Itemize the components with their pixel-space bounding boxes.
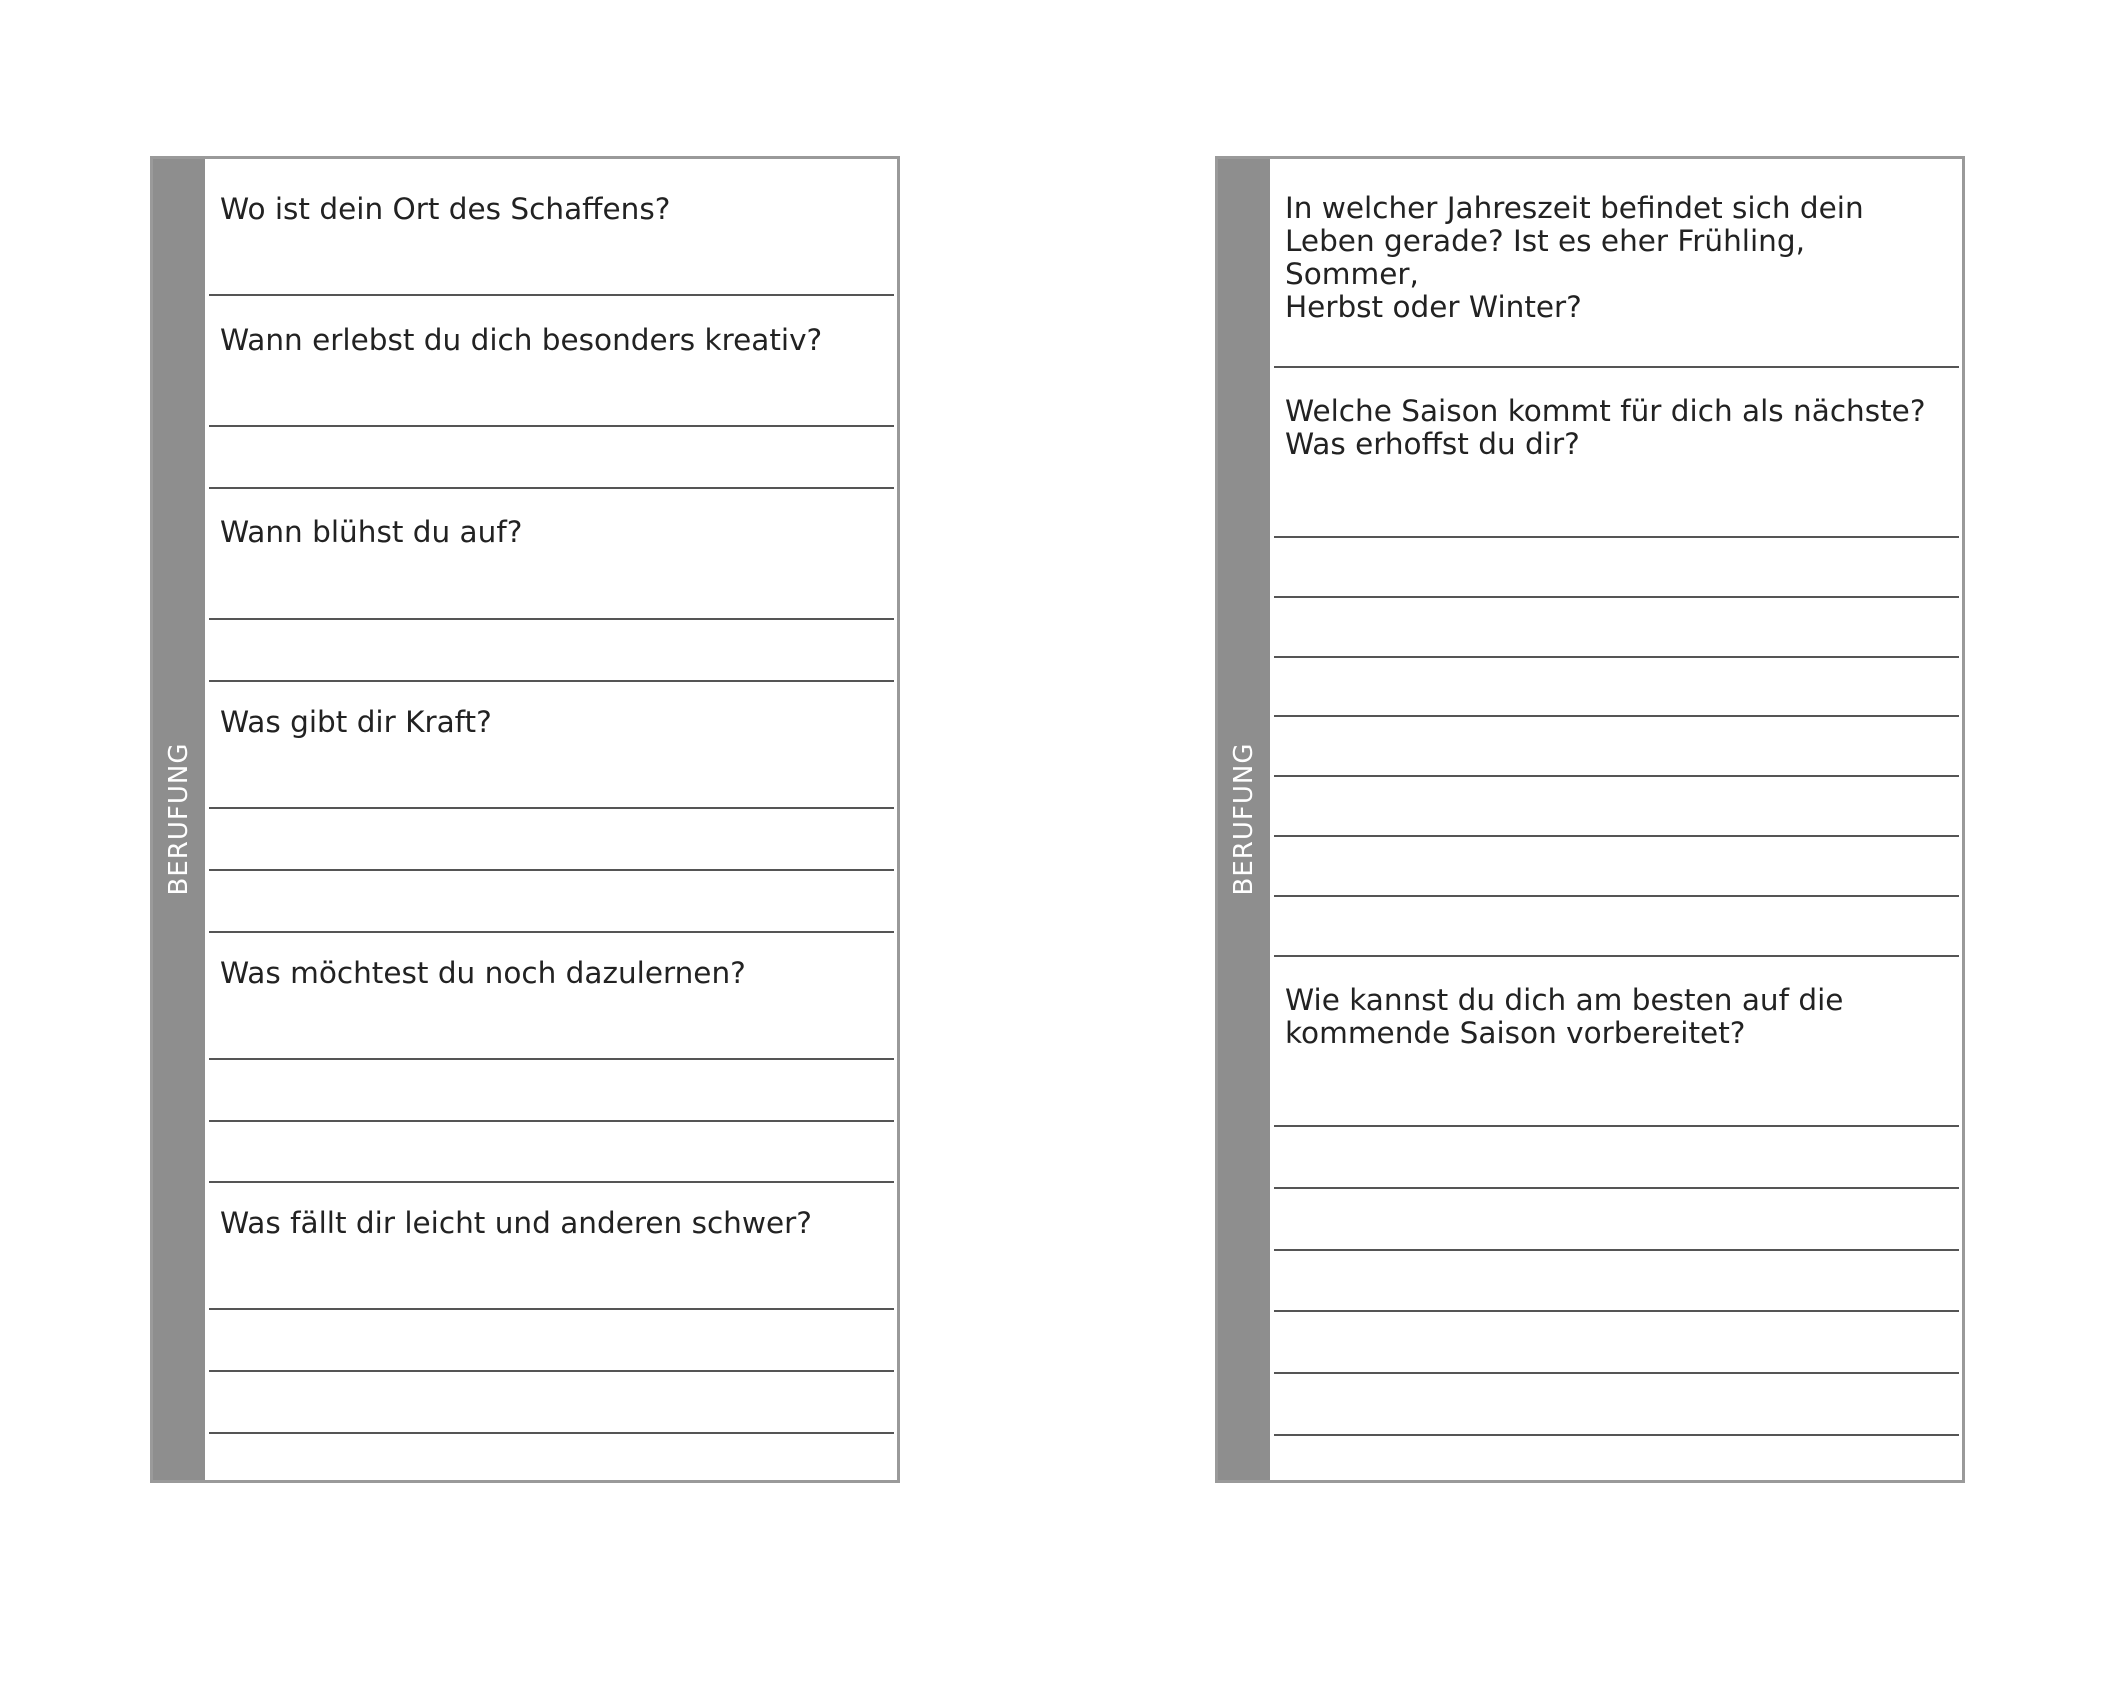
answer-line[interactable] <box>1274 596 1959 598</box>
question-5: Was möchtest du noch dazulernen? <box>220 956 746 990</box>
side-strip <box>1218 159 1270 1480</box>
answer-line[interactable] <box>1274 536 1959 538</box>
answer-line[interactable] <box>209 294 894 296</box>
question-3: Wann blühst du auf? <box>220 515 523 549</box>
answer-line[interactable] <box>209 425 894 427</box>
answer-line[interactable] <box>1274 835 1959 837</box>
answer-line[interactable] <box>209 1370 894 1372</box>
question-1: Wo ist dein Ort des Schaffens? <box>220 192 671 226</box>
answer-line[interactable] <box>1274 715 1959 717</box>
answer-line[interactable] <box>209 680 894 682</box>
answer-line[interactable] <box>209 1120 894 1122</box>
journal-page-left <box>150 156 900 1483</box>
question-3: Wie kannst du dich am besten auf die kommende Saison vorbereitet? <box>1285 983 1844 1050</box>
question-2: Welche Saison kommt für dich als nächste? Was erhoffst du dir? <box>1285 394 1926 461</box>
answer-line[interactable] <box>1274 1372 1959 1374</box>
answer-line[interactable] <box>1274 775 1959 777</box>
answer-line[interactable] <box>1274 656 1959 658</box>
question-6: Was fällt dir leicht und anderen schwer? <box>220 1206 812 1240</box>
answer-line[interactable] <box>1274 366 1959 368</box>
journal-page-right <box>1215 156 1965 1483</box>
question-4: Was gibt dir Kraft? <box>220 705 492 739</box>
answer-line[interactable] <box>1274 1187 1959 1189</box>
answer-line[interactable] <box>209 618 894 620</box>
question-2: Wann erlebst du dich besonders kreativ? <box>220 323 823 357</box>
answer-line[interactable] <box>209 807 894 809</box>
answer-line[interactable] <box>209 931 894 933</box>
answer-line[interactable] <box>209 869 894 871</box>
answer-line[interactable] <box>1274 1249 1959 1251</box>
answer-line[interactable] <box>209 1308 894 1310</box>
answer-line[interactable] <box>209 1181 894 1183</box>
answer-line[interactable] <box>1274 1310 1959 1312</box>
answer-line[interactable] <box>209 487 894 489</box>
side-strip <box>153 159 205 1480</box>
answer-line[interactable] <box>209 1432 894 1434</box>
side-label: BERUFUNG <box>1229 742 1259 896</box>
answer-line[interactable] <box>1274 955 1959 957</box>
answer-line[interactable] <box>1274 895 1959 897</box>
answer-line[interactable] <box>1274 1125 1959 1127</box>
answer-line[interactable] <box>209 1058 894 1060</box>
answer-line[interactable] <box>1274 1434 1959 1436</box>
side-label: BERUFUNG <box>164 742 194 896</box>
question-1: In welcher Jahreszeit befindet sich dein Leben gerade? Ist es eher Frühling, Sommer, Herbst oder Winter? <box>1285 191 1864 324</box>
